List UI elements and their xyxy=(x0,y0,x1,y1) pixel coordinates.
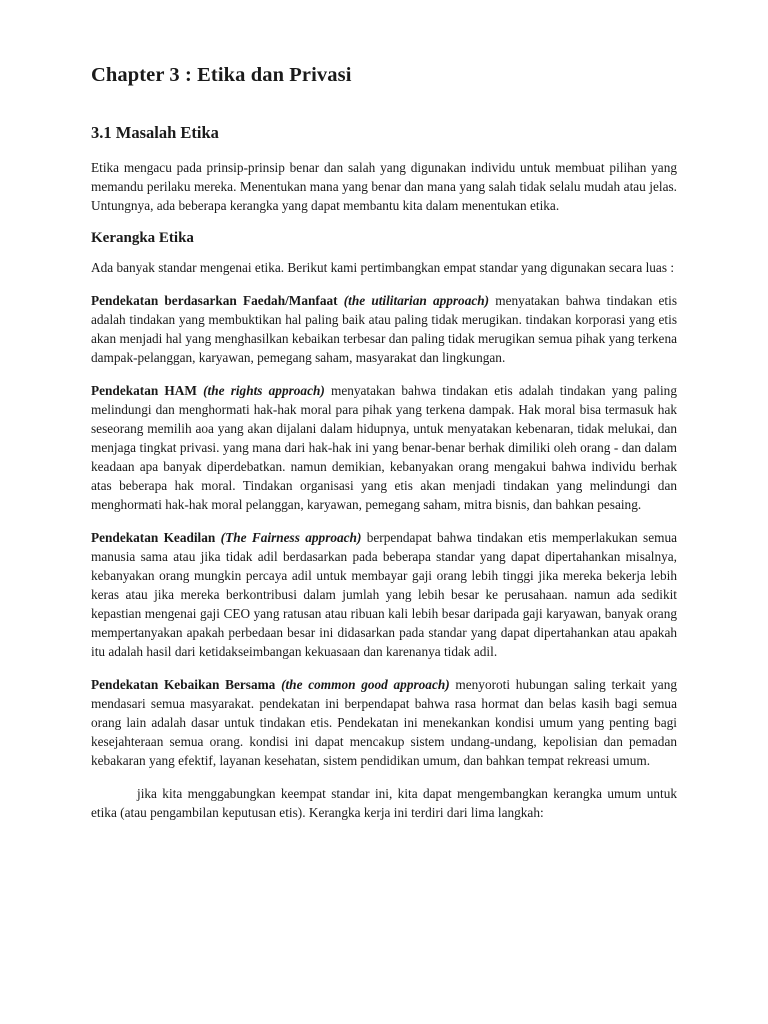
approach-name: Pendekatan berdasarkan Faedah/Manfaat xyxy=(91,293,338,308)
approach-name: Pendekatan Keadilan xyxy=(91,530,216,545)
approach-english-term: (the common good approach) xyxy=(281,677,450,692)
approach-name: Pendekatan HAM xyxy=(91,383,197,398)
approach-description: menyatakan bahwa tindakan etis adalah tindakan yang paling melindungi dan menghormati hak-hak moral para pihak yang terkena dampak. Hak moral bisa termasuk hak seseorang memilih aoa yang akan dijalani dalam hidupnya, untuk menyatakan kebenaran, tidak melukai, dan menjaga tingkat privasi. yang mana dari hak-hak ini yang benar-benar berhak dimiliki oleh orang - dan dalam keadaan apa banyak diperdebatkan. namun demikian, kebanyakan orang mengakui bahwa individu berhak atas beberapa hak moral. Tindakan organisasi yang etis akan menjadi tindakan yang melindungi dan menghormati hak-hak moral pelanggan, karyawan, pemegang saham, mitra bisnis, dan bahkan pesaing. xyxy=(91,383,677,512)
document-page xyxy=(91,62,677,836)
approach-name: Pendekatan Kebaikan Bersama xyxy=(91,677,276,692)
approach-description: berpendapat bahwa tindakan etis memperlakukan semua manusia sama atau jika tidak adil berdasarkan pada beberapa standar yang dapat dipertahankan misalnya, kebanyakan orang mungkin percaya adil untuk membayar gaji orang lebih tinggi jika mereka bekerja lebih keras atau jika mereka berkontribusi dalam jumlah yang lebih besar ke perusahaan. namun ada sedikit kepastian mengenai gaji CEO yang ratusan atau ribuan kali lebih besar daripada gaji karyawan, banyak orang mempertanyakan apakah perbedaan besar ini didasarkan pada standar yang dapat dipertahankan atau apakah itu adalah hasil dari ketidakseimbangan kekuasaan dan karenanya tidak adil. xyxy=(91,530,678,659)
approach-english-term: (the utilitarian approach) xyxy=(343,293,490,308)
approach-description: menyatakan bahwa tindakan etis adalah tindakan yang membuktikan hal paling baik atau paling tidak merugikan. tindakan korporasi yang etis akan menjadi hal yang menghasilkan kebaikan terbesar dan paling tidak merugikan semua pihak yang terkena dampak-pelanggan, karyawan, pemegang saham, masyarakat dan lingkungan. xyxy=(91,293,677,365)
approach-paragraph-fairness xyxy=(91,528,677,661)
approach-paragraph-utilitarian xyxy=(91,291,677,367)
approach-paragraph-common-good xyxy=(91,675,677,770)
subsection-lead-paragraph: Ada banyak standar mengenai etika. Berikut kami pertimbangkan empat standar yang digunakan secara luas : xyxy=(91,260,675,275)
subsection-title: Kerangka Etika xyxy=(91,230,194,246)
approach-description: menyoroti hubungan saling terkait yang mendasari semua masyarakat. pendekatan ini berpendapat bahwa rasa hormat dan belas kasih bagi semua orang lain adalah dasar untuk tindakan etis. Pendekatan ini menekankan kondisi umum yang penting bagi kesejahteraan semua orang. kondisi ini dapat mencakup sistem undang-undang, kepolisian dan pemadan kebakaran yang efektif, layanan kesehatan, sistem pendidikan umum, dan bahkan tempat rekreasi umum. xyxy=(91,677,677,768)
closing-paragraph: jika kita menggabungkan keempat standar ini, kita dapat mengembangkan kerangka umum untuk etika (atau pengambilan keputusan etis). Kerangka kerja ini terdiri dari lima langkah: xyxy=(91,786,677,820)
approach-english-term: (The Fairness approach) xyxy=(220,530,362,545)
approach-paragraph-rights xyxy=(91,381,677,514)
section-title: 3.1 Masalah Etika xyxy=(91,123,219,142)
chapter-title: Chapter 3 : Etika dan Privasi xyxy=(91,64,352,86)
section-intro-paragraph: Etika mengacu pada prinsip-prinsip benar dan salah yang digunakan individu untuk membuat pilihan yang memandu perilaku mereka. Menentukan mana yang benar dan mana yang salah tidak selalu mudah atau jelas. Untungnya, ada beberapa kerangka yang dapat membantu kita dalam menentukan etika. xyxy=(91,160,677,213)
approach-english-term: (the rights approach) xyxy=(203,383,325,398)
